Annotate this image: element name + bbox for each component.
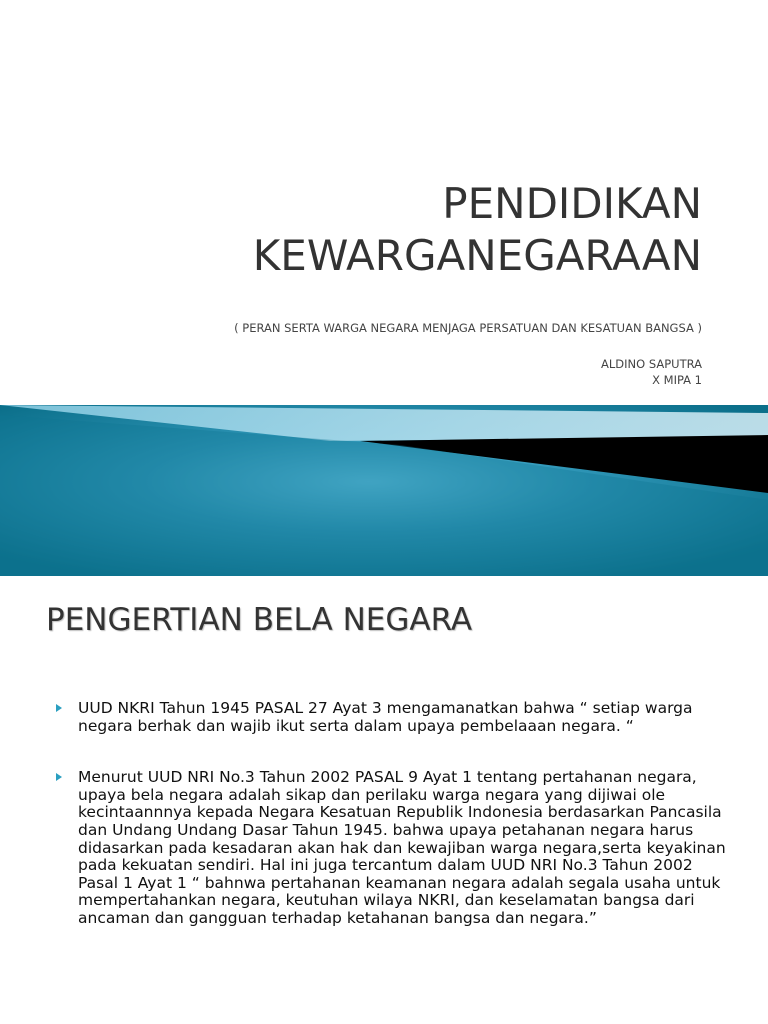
title-line-1: PENDIDIKAN (442, 179, 702, 228)
triangle-bullet-icon (56, 704, 62, 712)
bullet-text: UUD NKRI Tahun 1945 PASAL 27 Ayat 3 mengamanatkan bahwa “ setiap warga negara berhak dan wajib ikut serta dalam upaya pembelaaan negara. “ (78, 699, 693, 735)
class-name: X MIPA 1 (652, 373, 702, 387)
slide-heading: PENGERTIAN BELA NEGARA (46, 602, 473, 638)
list-item (54, 769, 734, 927)
decorative-wave-band (0, 405, 768, 576)
triangle-bullet-icon (56, 773, 62, 781)
author-name: ALDINO SAPUTRA (601, 357, 702, 371)
bullet-list (54, 700, 734, 962)
title-line-2: KEWARGANEGARAAN (252, 231, 702, 280)
list-item (54, 700, 734, 735)
bullet-text: Menurut UUD NRI No.3 Tahun 2002 PASAL 9 Ayat 1 tentang pertahanan negara, upaya bela negara adalah sikap dan perilaku warga negara yang dijiwai ole kecintaannnya kepada Negara Kesatuan Republik Indonesia berdasarkan Pancasila dan Undang Undang Dasar Tahun 1945. bahwa upaya petahanan negara harus didasarkan pada kesadaran akan hak dan kewajiban warga negara,serta keyakinan pada kekuatan sendiri. Hal ini juga tercantum dalam UUD NRI No.3 Tahun 2002 Pasal 1 Ayat 1 “ bahnwa pertahanan keamanan negara adalah segala usaha untuk mempertahankan negara, keutuhan wilaya NKRI, dan keselamatan bangsa dari ancaman dan gangguan terhadap ketahanan bangsa dan negara.” (78, 768, 726, 927)
subtitle-block (234, 320, 702, 388)
content-slide (0, 576, 768, 1024)
presentation-title (253, 178, 702, 282)
subtitle: ( PERAN SERTA WARGA NEGARA MENJAGA PERSATUAN DAN KESATUAN BANGSA ) (234, 321, 702, 335)
